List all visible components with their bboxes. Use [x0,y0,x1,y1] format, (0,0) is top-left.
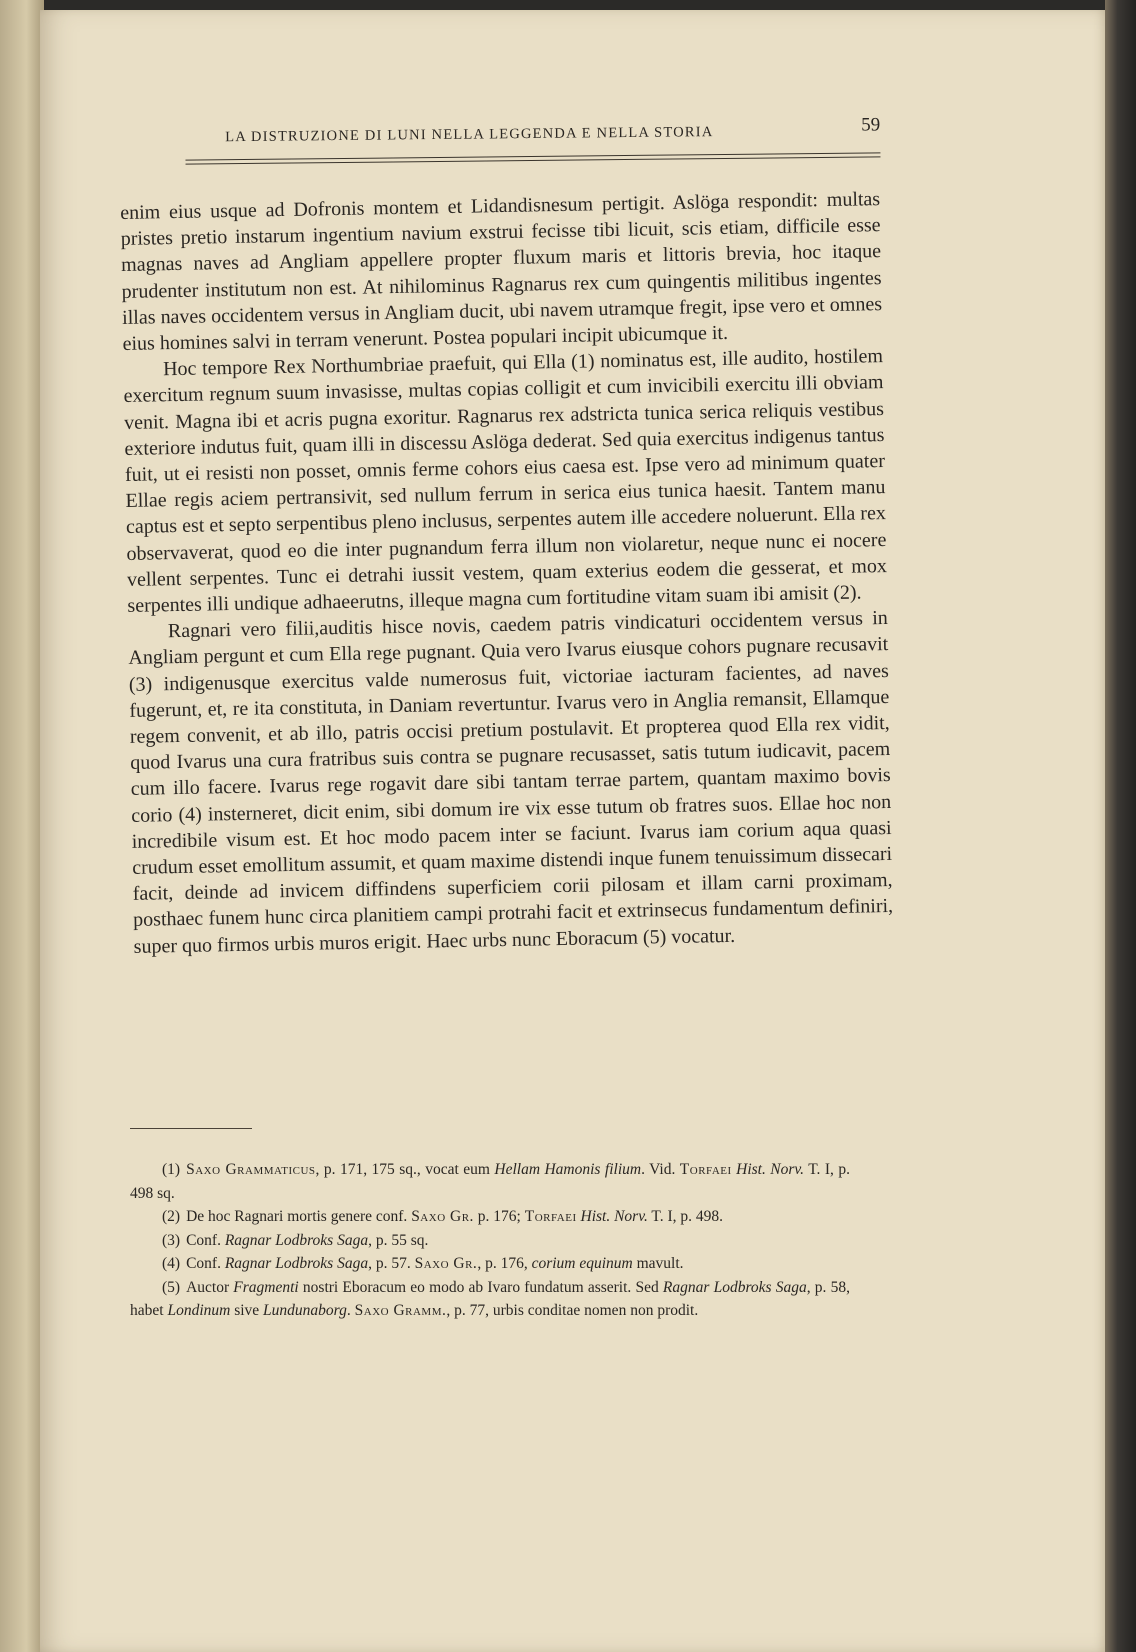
paragraph: Ragnari vero filii,auditis hisce novis, caedem patris vindicaturi occidentem versus in Angliam pergunt et cum Ella rege pugnant. Quia vero Ivarus eiusque cohors pugnare recusavit (3) indigenusque exercitus valde numerosus fuit, victoriae iacturam facientes, ad naves fugerunt, et, re ita constituta, in Daniam revertuntur. Ivarus vero in Anglia remansit, Ellamque regem convenit, et ab illo, patris occisi pretium postulavit. Et propterea quod Ella rex vidit, quod Ivarus una cura fratribus suis contra se pugnare recusasset, satis tutum iudicavit, pacem cum illo facere. Ivarus rege rogavit dare sibi tantam terrae partem, quantam maximo bovis corio (4) insterneret, dicit enim, sibi domum ire vix esse tutum ob fratres suos. Ellae hoc non incredibile visum est. Et hoc modo pacem inter se faciunt. Ivarus iam corium aqua quasi crudum esset emollitum assumit, et quam maxime distendi inque funem tenuissimum dissecari facit, deinde ad invicem diffindens superficiem corii pilosam et illam carni proximam, posthaec funem hunc circa planitiem campi protrahi facit et extrinsecus fundamentum definiri, super quo firmos urbis muros erigit. Haec urbs nunc Eboracum (5) vocatur. [128,607,894,958]
footnote-text: . Vid. [641,1161,680,1178]
footnote-text: Londinum [167,1302,231,1319]
footnote-text: , p. 58, habet [130,1278,850,1319]
footnote-text: corium equinum [531,1255,633,1272]
footnote [130,1229,850,1253]
footnote-text: Ragnar Lodbroks Saga [224,1231,369,1249]
page-edge-shadow [1105,0,1136,1652]
footnote-number: (5) [162,1278,181,1296]
footnote-text: Saxo Gramm. [354,1302,447,1319]
facing-page-edge [0,0,44,1652]
footnote-text: Lundunaborg [263,1302,347,1319]
paragraph: enim eius usque ad Dofronis montem et Lidandisnesum pertigit. Aslöga respondit: multas pristes pretio instarum ingentium navium exstrui fecisse tibi licuit, scis etiam, difficile esse magnas naves ad Angliam appellere propter fluxum maris et littoris brevia, hoc itaque prudenter institutum non est. At nihilominus Ragnarus rex cum quingentis militibus ingentes illas naves occidentem versus in Angliam ducit, ubi navem utramque fregit, ipse vero et omnes eius homines salvi in terram venerunt. Postea populari incipit ubicumque it. [120,188,883,355]
footnote-text: mavult. [632,1255,684,1272]
footnote-text: , p. 57. [368,1255,415,1272]
footnote-text: T. I, p. 498. [647,1208,724,1225]
footnote-text: Fragmenti [233,1278,299,1296]
footnote-text: Saxo Gr. [414,1255,478,1272]
footnote-text: Saxo Gr. [411,1208,474,1225]
footnote-text: Conf. [186,1231,225,1249]
footnote [130,1158,850,1205]
footnote-text: , p. 176, [477,1255,532,1272]
footnote-text: Conf. [186,1255,225,1272]
footnote-text: , p. 171, 175 sq., vocat eum [315,1161,495,1178]
footnote-text: Saxo Grammaticus [186,1161,316,1178]
footnote-text: Hist. Norv. [580,1208,648,1225]
footnote [130,1205,850,1229]
footnote [130,1276,850,1323]
footnote-text: Torfaei [679,1161,732,1178]
paragraph: Hoc tempore Rex Northumbriae praefuit, qui Ella (1) nominatus est, ille audito, hostilem exercitum regnum suum invasisse, multas copias colligit et cum invicibili exercitu illi obviam venit. Magna ibi et acris pugna exoritur. Ragnarus rex adstricta tunica serica reliquis vestibus exteriore indutus fuit, quam illi in discessu Aslöga dederat. Sed quia exercitus indigenus tantus fuit, ut ei resisti non posset, omnis ferme cohors eius caesa est. Ipse vero ad minimum quater Ellae regis aciem pertransivit, sed nullum ferrum in serica eius tunica haesit. Tantem manu captus est et septo serpentibus pleno inclusus, serpentes autem ille accedere noluerunt. Ella rex observaverat, quod eo die inter pugnandum ferra illum non violaretur, neque nunc ei nocere vellent serpentes. Tunc ei detrahi iussit vestem, quam exterius eodem die gesserat, et mox serpentes illi undique adhaeerutns, illeque magna cum fortitudine vitam suam ibi amisit (2). [123,345,888,617]
footnote-number: (2) [162,1208,181,1225]
footnote-separator [130,1128,252,1129]
footnote [130,1252,850,1276]
footnote-number: (3) [162,1231,181,1249]
footnote-text: Hellam Hamonis filium [494,1161,642,1178]
footnote-text: sive [230,1302,264,1319]
footnote-text: Ragnar Lodbroks Saga [662,1278,807,1296]
footnote-text: T. I, p. 498 sq. [130,1161,850,1202]
page-number: 59 [861,114,881,136]
footnote-text: nostri Eboracum eo modo ab Ivaro fundatum asserit. Sed [298,1278,663,1296]
footnote-text: Ragnar Lodbroks Saga [224,1255,369,1272]
footnote-text: , p. 77, urbis conditae nomen non prodit. [446,1302,699,1319]
footnote-text: , p. 55 sq. [368,1231,429,1249]
running-title: LA DISTRUZIONE DI LUNI NELLA LEGGENDA E NELLA STORIA [225,124,714,146]
footnote-text: p. 176; [473,1208,525,1225]
footnote-text: Hist. Norv. [736,1161,805,1178]
footnotes [130,1158,850,1323]
footnote-text: . [346,1302,355,1319]
footnote-number: (4) [162,1255,181,1272]
footnote-text: De hoc Ragnari mortis genere conf. [186,1208,412,1225]
body-text [120,186,894,960]
footnote-text: Auctor [186,1278,234,1296]
footnote-number: (1) [162,1161,181,1178]
footnote-text: Torfaei [524,1208,577,1225]
